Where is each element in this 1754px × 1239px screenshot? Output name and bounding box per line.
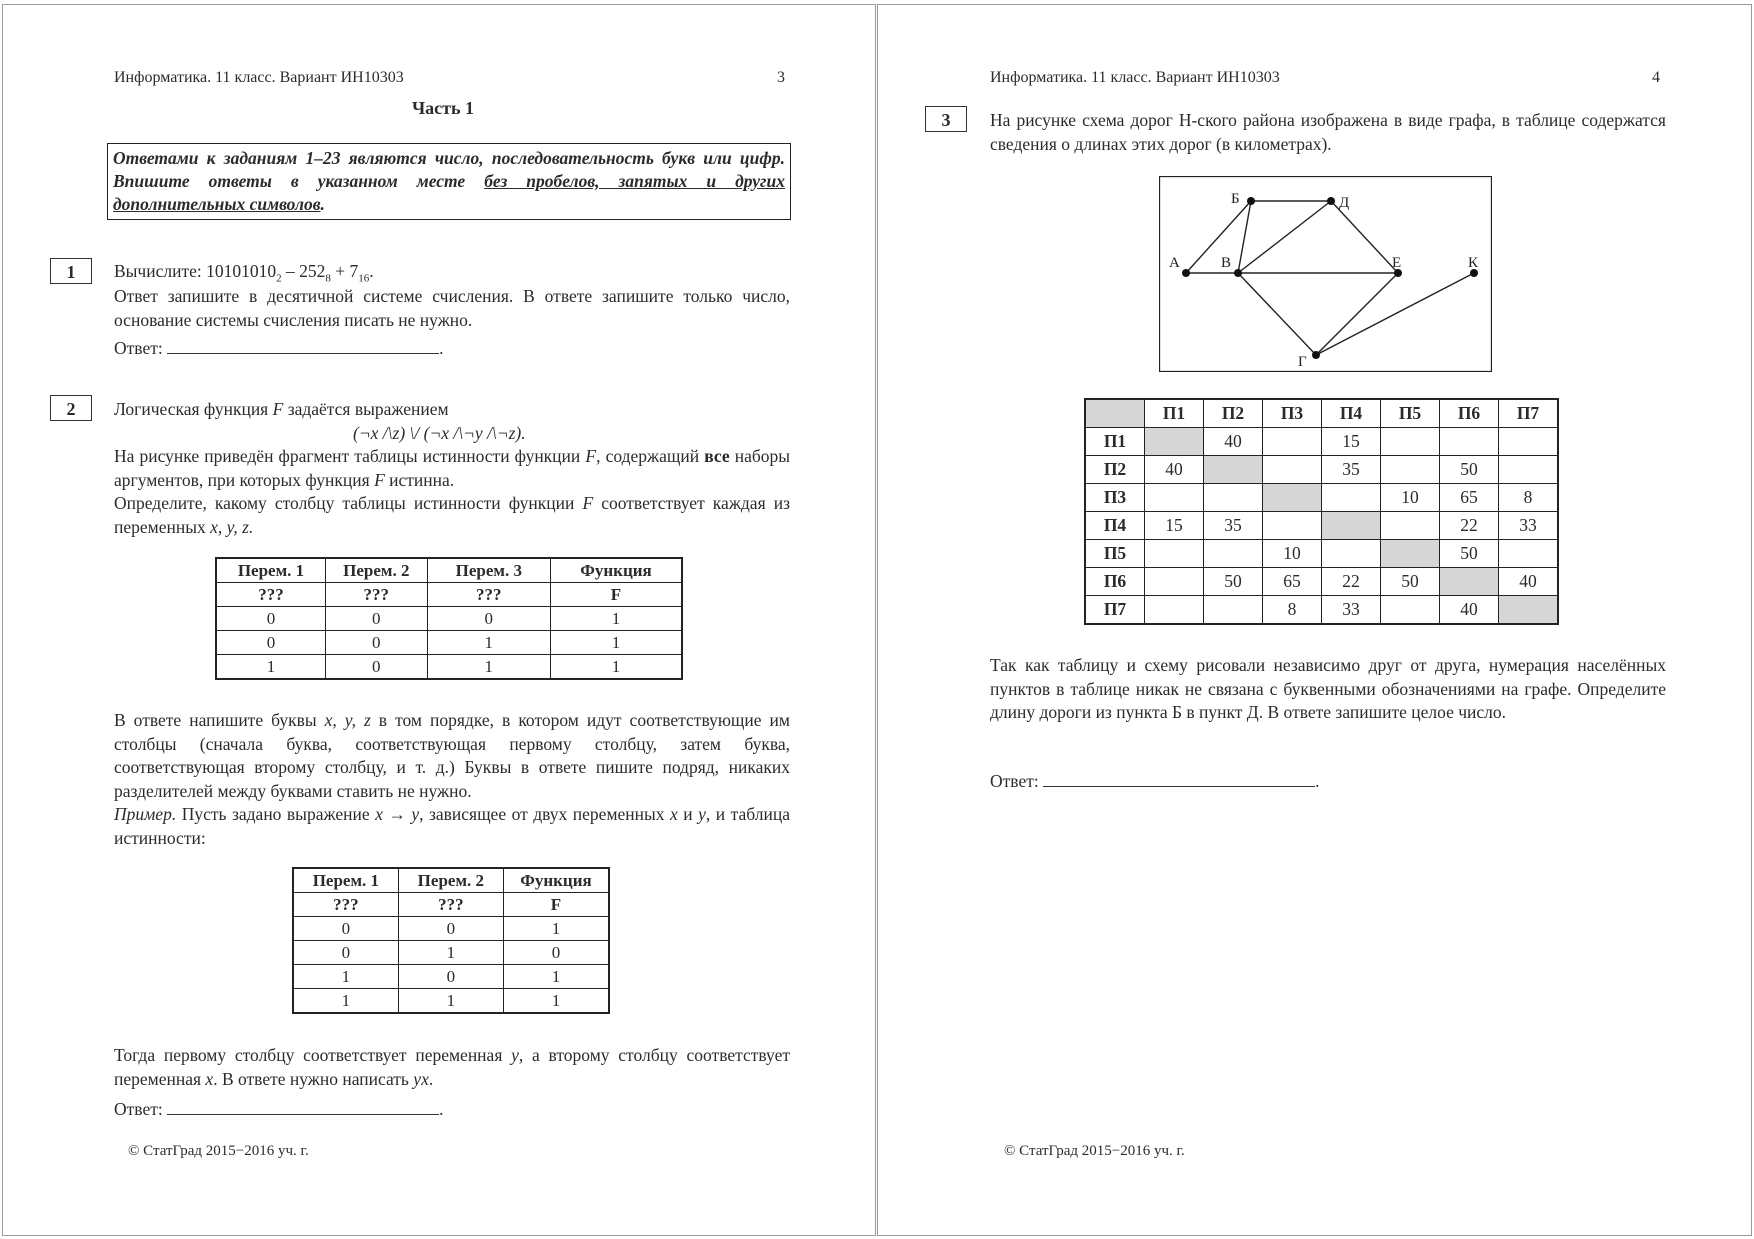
- instruction-text: Ответами к заданиям 1–23 являются число, последовательность букв или цифр. Впишите ответы в указанном месте: [113, 148, 785, 191]
- ex6: и: [677, 804, 699, 824]
- table-header-cell: Перем. 1: [216, 558, 326, 583]
- node-a: [1182, 269, 1190, 277]
- table-cell: 1: [550, 607, 682, 631]
- task1-term2: – 252: [281, 261, 326, 281]
- label-e: Е: [1392, 255, 1402, 271]
- table-cell: 0: [216, 631, 326, 655]
- table-subheader-row: [293, 893, 609, 917]
- t2p3b: x, y, z: [324, 710, 371, 730]
- table-row: [1085, 596, 1558, 625]
- task2-para1: [114, 445, 790, 492]
- answer-label: Ответ:: [114, 338, 168, 358]
- table-row-header: П4: [1085, 512, 1145, 540]
- node-d: [1327, 197, 1335, 205]
- table-header-cell: ???: [216, 583, 326, 607]
- task1-base3: 16: [358, 272, 370, 285]
- table-cell: [1145, 540, 1204, 568]
- table-cell: 1: [398, 989, 503, 1014]
- task1-number1: 10101010: [206, 261, 277, 281]
- footer-copyright: © СтатГрад 2015−2016 уч. г.: [128, 1143, 309, 1159]
- table-cell: 0: [398, 965, 503, 989]
- table-row: [293, 917, 609, 941]
- page-header: Информатика. 11 класс. Вариант ИН10303: [114, 69, 404, 86]
- t2p2d: x, y, z.: [210, 516, 254, 537]
- table-cell: [1145, 568, 1204, 596]
- table-header-cell: П4: [1322, 399, 1381, 428]
- table-cell: 15: [1145, 512, 1204, 540]
- t2p4e: . В ответе нужно написать: [213, 1068, 414, 1089]
- table-cell: 65: [1263, 568, 1322, 596]
- table-header-cell: F: [550, 583, 682, 607]
- table-header-cell: F: [503, 893, 609, 917]
- task1-prefix: Вычислите:: [114, 261, 207, 281]
- table-cell: 1: [293, 989, 398, 1014]
- table-cell: 0: [326, 607, 428, 631]
- t2p2b: F: [582, 493, 594, 513]
- table-header-row: [1085, 399, 1558, 428]
- label-d: Д: [1339, 195, 1350, 211]
- table-cell: 10: [1263, 540, 1322, 568]
- table-cell: [1381, 512, 1440, 540]
- task1-base2: 8: [325, 272, 331, 285]
- task2-l1c: задаётся выражением: [283, 399, 449, 419]
- table-cell: 8: [1499, 484, 1559, 512]
- truth-table-2: [292, 867, 610, 1014]
- table-row-header: П5: [1085, 540, 1145, 568]
- task1-term3: + 7: [330, 261, 359, 281]
- task-number-1: 1: [50, 258, 92, 284]
- table-row: [216, 631, 682, 655]
- table-diagonal-cell: [1145, 428, 1204, 456]
- ex7: y: [698, 804, 706, 824]
- table-cell: 50: [1204, 568, 1263, 596]
- t2p4a: Тогда первому столбцу соответствует переменная: [114, 1045, 512, 1065]
- label-a: А: [1169, 255, 1180, 271]
- table-diagonal-cell: [1204, 456, 1263, 484]
- distance-table: [1084, 398, 1559, 625]
- table-cell: 1: [216, 655, 326, 680]
- page-number: 3: [777, 69, 785, 86]
- table-cell: 0: [427, 607, 550, 631]
- ex3: x → y: [375, 804, 420, 824]
- task2-example: [114, 803, 790, 850]
- table-cell: 1: [293, 965, 398, 989]
- node-g: [1312, 351, 1320, 359]
- table-cell: [1322, 484, 1381, 512]
- task1-suffix: .: [369, 261, 374, 281]
- instruction-underlined: без пробелов, запятых и других дополнительных символов: [113, 171, 785, 214]
- t2p4d: x: [205, 1068, 214, 1089]
- table-row-header: П1: [1085, 428, 1145, 456]
- table-cell: 1: [398, 941, 503, 965]
- ex4: , зависящее от двух переменных: [419, 804, 671, 824]
- table-header-row: [216, 558, 682, 583]
- t2p2a: Определите, какому столбцу таблицы истинности функции: [114, 493, 583, 513]
- task-number-2: 2: [50, 395, 92, 421]
- table-cell: [1381, 428, 1440, 456]
- task2-line1: [114, 398, 790, 422]
- table-header-cell: П7: [1499, 399, 1559, 428]
- table-row: [293, 941, 609, 965]
- task2-answer: Ответ: .: [114, 1099, 444, 1119]
- table-header-row: [293, 868, 609, 893]
- ex8: , и таблица истинности:: [114, 804, 790, 848]
- table-row: [1085, 484, 1558, 512]
- page-number: 4: [1652, 69, 1660, 86]
- task1-answer-line[interactable]: [167, 338, 439, 354]
- table-cell: 1: [503, 917, 609, 941]
- task1-text: Ответ запишите в десятичной системе счисления. В ответе запишите только число, основание системы счисления писать не нужно.: [114, 286, 790, 330]
- task1-base1: 2: [276, 272, 282, 285]
- table-cell: [1499, 540, 1559, 568]
- node-b: [1247, 197, 1255, 205]
- road-graph: [1159, 176, 1492, 372]
- table-cell: 50: [1381, 568, 1440, 596]
- ex2: Пусть задано выражение: [176, 804, 376, 824]
- table-cell: [1381, 456, 1440, 484]
- table-row: [1085, 512, 1558, 540]
- part-title: Часть 1: [411, 98, 475, 118]
- function-f: F: [272, 399, 284, 419]
- label-k: К: [1468, 255, 1479, 271]
- table-diagonal-cell: [1263, 484, 1322, 512]
- logic-expression: (¬x /\z) \/ (¬x /\¬y /\¬z).: [353, 423, 526, 443]
- table-cell: [1440, 428, 1499, 456]
- task2-para4: [114, 1044, 790, 1091]
- table-cell: 40: [1145, 456, 1204, 484]
- label-v: В: [1221, 255, 1232, 271]
- table-header-cell: Перем. 1: [293, 868, 398, 893]
- table-cell: [1381, 596, 1440, 625]
- table-header-cell: Перем. 2: [326, 558, 428, 583]
- label-g: Г: [1298, 354, 1307, 370]
- task3-text: На рисунке схема дорог Н-ского района изображена в виде графа, в таблице содержатся сведения о длинах этих дорог (в километрах).: [990, 110, 1666, 154]
- instruction-box: [107, 143, 791, 220]
- table-cell: 0: [398, 917, 503, 941]
- table-cell: 35: [1322, 456, 1381, 484]
- table-cell: [1204, 484, 1263, 512]
- table-cell: 0: [293, 917, 398, 941]
- table-cell: [1499, 428, 1559, 456]
- t2p4f: yx: [413, 1068, 429, 1089]
- right-page: [877, 4, 1752, 1236]
- task1-answer: Ответ: .: [114, 338, 444, 358]
- table-row: [216, 655, 682, 680]
- table-header-cell: Перем. 2: [398, 868, 503, 893]
- t2p4g: .: [428, 1068, 434, 1089]
- table-cell: 40: [1440, 596, 1499, 625]
- task3-answer-line[interactable]: [1043, 771, 1315, 787]
- t2p1b: F: [585, 446, 597, 466]
- footer-copyright: © СтатГрад 2015−2016 уч. г.: [1004, 1143, 1185, 1159]
- table-header-cell: П2: [1204, 399, 1263, 428]
- table-diagonal-cell: [1322, 512, 1381, 540]
- table-row: [293, 989, 609, 1014]
- table-header-cell: Функция: [503, 868, 609, 893]
- answer-label: Ответ:: [114, 1099, 168, 1119]
- table-cell: 0: [326, 655, 428, 680]
- table-row: [216, 607, 682, 631]
- page-header: Информатика. 11 класс. Вариант ИН10303: [990, 69, 1280, 86]
- table-cell: 1: [427, 631, 550, 655]
- table-header-cell: П5: [1381, 399, 1440, 428]
- table-cell: [1204, 540, 1263, 568]
- table-cell: [1204, 596, 1263, 625]
- t2p2c: соответствует каждая из переменных: [114, 493, 790, 537]
- table-diagonal-cell: [1499, 596, 1559, 625]
- table-row: [1085, 428, 1558, 456]
- table-cell: 22: [1322, 568, 1381, 596]
- table-header-cell: П3: [1263, 399, 1322, 428]
- table-row-header: П2: [1085, 456, 1145, 484]
- table-row: [1085, 568, 1558, 596]
- task-number-3: 3: [925, 106, 967, 132]
- table-cell: 0: [503, 941, 609, 965]
- table-cell: 1: [503, 989, 609, 1014]
- t2p1d: все: [704, 446, 730, 466]
- ex1: Пример.: [114, 804, 177, 824]
- table-cell: 1: [550, 631, 682, 655]
- table-cell: 22: [1440, 512, 1499, 540]
- label-b: Б: [1231, 191, 1240, 207]
- task2-para3: [114, 709, 790, 803]
- t2p4b: y: [511, 1045, 519, 1065]
- instruction-end: .: [320, 194, 325, 214]
- t2p3c: в том порядке, в котором идут соответствующие им столбцы (сначала буква, соответствующая первому столбцу, затем буква, соответствующая второму столбцу, и т. д.) Буквы в ответе пишите подряд, никаких разделителей между буквами ставить не нужно.: [114, 710, 790, 801]
- t2p1g: истинна.: [384, 469, 455, 490]
- left-page: [2, 4, 876, 1236]
- task2-para2: [114, 492, 790, 539]
- table-cell: 0: [326, 631, 428, 655]
- table-cell: [1322, 540, 1381, 568]
- table-cell: [1263, 428, 1322, 456]
- t2p1c: , содержащий: [596, 446, 705, 466]
- table-row-header: П6: [1085, 568, 1145, 596]
- table-header-cell: ???: [427, 583, 550, 607]
- table-cell: [1263, 456, 1322, 484]
- table-cell: [1263, 512, 1322, 540]
- table-cell: 50: [1440, 540, 1499, 568]
- t2p3a: В ответе напишите буквы: [114, 710, 325, 730]
- table-header-cell: Функция: [550, 558, 682, 583]
- table-cell: 33: [1322, 596, 1381, 625]
- table-cell: 40: [1499, 568, 1559, 596]
- table-header-cell: ???: [326, 583, 428, 607]
- answer-label: Ответ:: [990, 771, 1044, 791]
- table-cell: [1499, 456, 1559, 484]
- table-row-header: П3: [1085, 484, 1145, 512]
- t2p4c: , а второму столбцу соответствует переменная: [114, 1045, 790, 1089]
- truth-table-1: [215, 557, 683, 680]
- table-header-cell: П1: [1145, 399, 1204, 428]
- table-row: [293, 965, 609, 989]
- table-cell: 15: [1322, 428, 1381, 456]
- t2p1a: На рисунке приведён фрагмент таблицы истинности функции: [114, 446, 586, 466]
- t2p1e: наборы аргументов, при которых функция: [114, 446, 791, 490]
- t2p1f: F: [374, 469, 385, 490]
- table-cell: 1: [427, 655, 550, 680]
- node-v: [1234, 269, 1242, 277]
- table-cell: [1145, 484, 1204, 512]
- table-cell: 50: [1440, 456, 1499, 484]
- table-header-cell: Перем. 3: [427, 558, 550, 583]
- table-row: [1085, 456, 1558, 484]
- table-row: [1085, 540, 1558, 568]
- task3-answer: Ответ: .: [990, 771, 1320, 791]
- task2-l1a: Логическая функция: [114, 399, 273, 419]
- table-cell: 10: [1381, 484, 1440, 512]
- table-cell: 0: [293, 941, 398, 965]
- table-cell: 1: [503, 965, 609, 989]
- table-header-cell: ???: [398, 893, 503, 917]
- table-cell: 1: [550, 655, 682, 680]
- ex5: x: [670, 804, 678, 824]
- table-cell: 33: [1499, 512, 1559, 540]
- table-subheader-row: [216, 583, 682, 607]
- task2-answer-line[interactable]: [167, 1099, 439, 1115]
- table-diagonal-cell: [1440, 568, 1499, 596]
- table-cell: 40: [1204, 428, 1263, 456]
- table-cell: [1145, 596, 1204, 625]
- table-cell: 65: [1440, 484, 1499, 512]
- table-diagonal-cell: [1381, 540, 1440, 568]
- table-cell: 0: [216, 607, 326, 631]
- table-corner-cell: [1085, 399, 1145, 428]
- table-cell: 8: [1263, 596, 1322, 625]
- table-row-header: П7: [1085, 596, 1145, 625]
- task3-text2: Так как таблицу и схему рисовали независимо друг от друга, нумерация населённых пунктов в таблице никак не связана с буквенными обозначениями на графе. Определите длину дороги из пункта Б в пункт Д. В ответе запишите целое число.: [990, 655, 1666, 722]
- table-header-cell: П6: [1440, 399, 1499, 428]
- table-header-cell: ???: [293, 893, 398, 917]
- table-cell: 35: [1204, 512, 1263, 540]
